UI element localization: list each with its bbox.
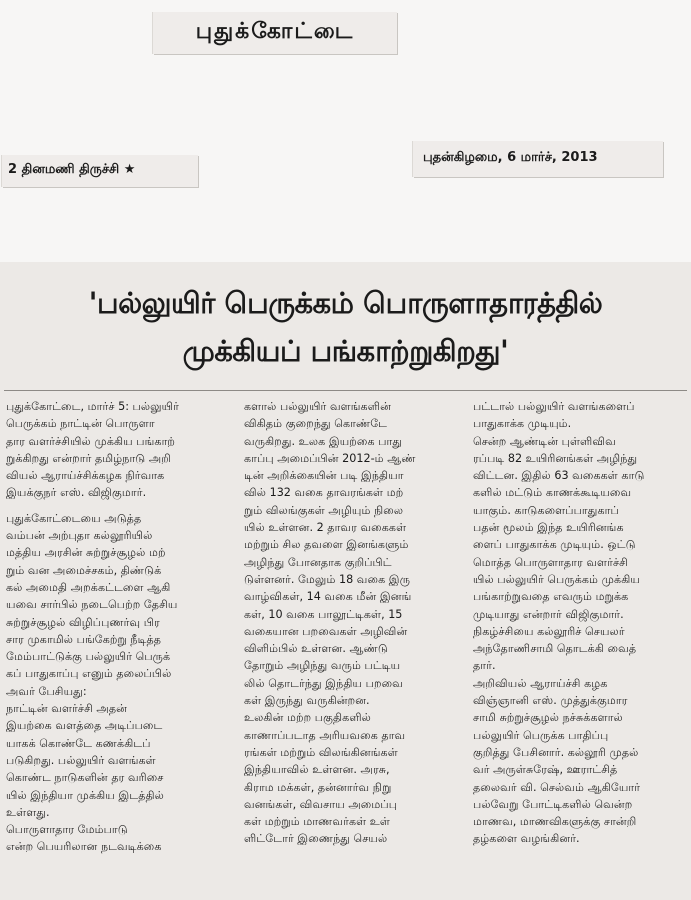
article-text-line: யாகும். காடுகளைப்பாதுகாப் [473,503,619,517]
article-text-line: வில் 132 வகை தாவரங்கள் மற் [244,486,404,500]
article-text-line: யில் இந்தியா முக்கிய இடத்தில் [6,788,164,802]
article-text-line: முடியாது என்றார் விஜிகுமார். [473,607,624,621]
article-text-line: ளைப் பாதுகாக்க முடியும். ஒட்டு [473,538,636,552]
article-text-line: கல் அமைதி அறக்கட்டளை ஆகி [6,580,171,594]
article-text-line: சார முகாமில் பங்கேற்று நீடித்த [6,632,162,646]
article-text-line: நாட்டின் வளர்ச்சி அதன் [6,702,127,716]
article-text-line: கொண்ட நாடுகளின் தர வரிசை [6,771,164,785]
article-text-line: சாமி சுற்றுச்சூழல் நச்சுக்களால் [473,711,623,725]
article-text-line: களால் பல்லுயிர் வளங்களின் [244,400,391,413]
article-text-line: அழிந்து போனதாக குறிப்பிட் [244,555,392,569]
article-text-line: காப்பு அமைப்பின் 2012-ம் ஆண் [244,451,416,465]
article-text-line: யாகக் கொண்டே கணக்கிடப் [6,736,151,750]
article-text-line: வகையான பறவைகள் அழிவின் [244,624,408,638]
article-text-line: ளிட்டோர் இணைந்து செயல் [244,832,388,846]
article-text-line: புதுக்கோட்டையை அடுத்த [6,511,142,525]
article-text-line: பங்காற்றுவதை எவரும் மறுக்க [473,590,629,604]
article-text-line [6,502,230,510]
headline-divider [4,390,687,391]
article-text-line: உலகின் மற்ற பகுதிகளில் [244,711,371,725]
article-text-line: விட்டன. இதில் 63 வகைகள் காடு [473,469,645,483]
article-clipping [0,262,691,900]
article-text-line: தழ்களை வழங்கினர். [473,832,580,846]
article-text-line: புதுக்கோட்டை, மார்ச் 5: பல்லுயிர் [6,400,179,413]
article-text-line: குறித்து பேசினார். கல்லூரி முதல் [473,745,639,759]
article-text-line: கப் பாதுகாப்பு எனும் தலைப்பில் [6,667,172,681]
article-text-line: கிராம மக்கள், தன்னார்வ நிறு [244,780,392,794]
article-column-1 [6,398,230,856]
article-column-2 [244,398,468,848]
edition-label: 2 தினமணி திருச்சி ★ [8,162,136,177]
article-text-line: மத்திய அரசின் சுற்றுச்சூழல் மற் [6,546,166,560]
article-text-line: மொத்த பொருளாதார வளர்ச்சி [473,555,628,569]
article-text-line: கள், 10 வகை பாலூட்டிகள், 15 [244,607,403,621]
article-text-line: நிகழ்ச்சியை கல்லூரிச் செயலர் [473,624,625,638]
article-text-line: கள் மற்றும் மாணவர்கள் உள் [244,815,391,829]
article-text-line: றுக்கிறது என்றார் தமிழ்நாடு அறி [6,451,171,465]
article-text-line: தார். [473,659,496,673]
article-text-line: றும் விலங்குகள் அழியும் நிலை [244,503,404,517]
article-text-line: பட்டால் பல்லுயிர் வளங்களைப் [473,400,635,413]
article-text-line: விஞ்ஞானி எஸ். முத்துக்குமார [473,694,628,708]
article-text-line: தலைவர் வி. செல்வம் ஆகியோர் [473,780,641,794]
newspaper-section-clipping [153,12,397,54]
article-text-line: இயக்குநர் எஸ். விஜிகுமார். [6,486,147,500]
article-text-line: தோறும் அழிந்து வரும் பட்டிய [244,659,401,673]
headline-line-2: முக்கியப் பங்காற்றுகிறது' [182,334,509,368]
article-text-line: யவை சார்பில் நடைபெற்ற தேசிய [6,598,178,612]
article-text-line: வனங்கள், விவசாய அமைப்பு [244,797,398,811]
article-text-line: மேம்பாட்டுக்கு பல்லுயிர் பெருக் [6,650,171,664]
article-text-line: லில் தொடர்ந்து இந்திய பறவை [244,676,403,690]
article-text-line: பல்லுயிர் பெருக்க பாதிப்பு [473,728,609,742]
article-text-line: என்ற பெயரிலான நடவடிக்கை [6,840,162,854]
article-text-line: பாதுகாக்க முடியும். [473,417,572,431]
article-text-line: வியல் ஆராய்ச்சிக்கழக நிர்வாக [6,469,165,483]
article-text-line: கள் இருந்து வருகின்றன. [244,694,370,708]
article-text-line: ரங்கள் மற்றும் விலங்கினங்கள் [244,745,398,759]
edition-clipping [2,155,198,187]
article-text-line: அவர் பேசியது: [6,684,87,698]
date-clipping [413,141,663,177]
article-text-line: ரப்படி 82 உயிரினங்கள் அழிந்து [473,451,638,465]
article-column-3 [473,398,685,848]
article-text-line: வம்பன் அற்புதா கல்லூரியில் [6,529,153,543]
article-text-line: பொருளாதார மேம்பாடு [6,823,128,837]
article-text-line: இயற்கை வளத்தை அடிப்படை [6,719,163,733]
article-text-line: பதன் மூலம் இந்த உயிரினங்க [473,521,624,535]
article-text-line: யில் உள்ளன. 2 தாவர வகைகள் [244,521,407,535]
article-text-line: விகிதம் குறைந்து கொண்டே [244,417,388,431]
article-text-line: அறிவியல் ஆராய்ச்சி கழக [473,676,608,690]
article-text-line: டுள்ளனர். மேலும் 18 வகை இரு [244,572,411,586]
article-text-line: படுகிறது. பல்லுயிர் வளங்கள் [6,753,156,767]
article-text-line: பல்வேறு போட்டிகளில் வென்ற [473,797,633,811]
section-title: புதுக்கோட்டை [195,19,355,44]
article-text-line: உள்ளது. [6,805,50,819]
article-text-line: பெருக்கம் நாட்டின் பொருளா [6,417,155,431]
article-text-line: வாழ்விகள், 14 வகை மீன் இனங் [244,590,412,604]
article-text-line: சுற்றுச்சூழல் விழிப்புணர்வு பிர [6,615,160,629]
article-text-line: விளிம்பில் உள்ளன. ஆண்டு [244,642,388,656]
article-text-line: மற்றும் சில தவளை இனங்களும் [244,538,409,552]
article-text-line: சென்ற ஆண்டின் புள்ளிவிவ [473,434,616,448]
article-text-line: யில் பல்லுயிர் பெருக்கம் முக்கிய [473,572,640,586]
article-text-line: அந்தோணிசாமி தொடக்கி வைத் [473,642,637,656]
article-text-line: இந்தியாவில் உள்ளன. அரசு, [244,763,390,777]
article-text-line: களில் மட்டும் காணக்கூடியவை [473,486,632,500]
publication-date: புதன்கிழமை, 6 மார்ச், 2013 [423,150,598,165]
article-text-line: றும் வன அமைச்சகம், திண்டுக் [6,563,162,577]
article-text-line: வருகிறது. உலக இயற்கை பாது [244,434,403,448]
article-text-line: வர் அருள்சுரேஷ், ஊராட்சித் [473,763,618,777]
article-text-line: டின் அறிக்கையின் படி இந்தியா [244,469,404,483]
headline-line-1: 'பல்லுயிர் பெருக்கம் பொருளாதாரத்தில் [88,286,603,320]
article-text-line: தார வளர்ச்சியில் முக்கிய பங்காற் [6,434,176,448]
article-text-line: மாணவ, மாணவிகளுக்கு சான்றி [473,815,637,829]
article-text-line: காணாப்படாத அரியவகை தாவ [244,728,406,742]
